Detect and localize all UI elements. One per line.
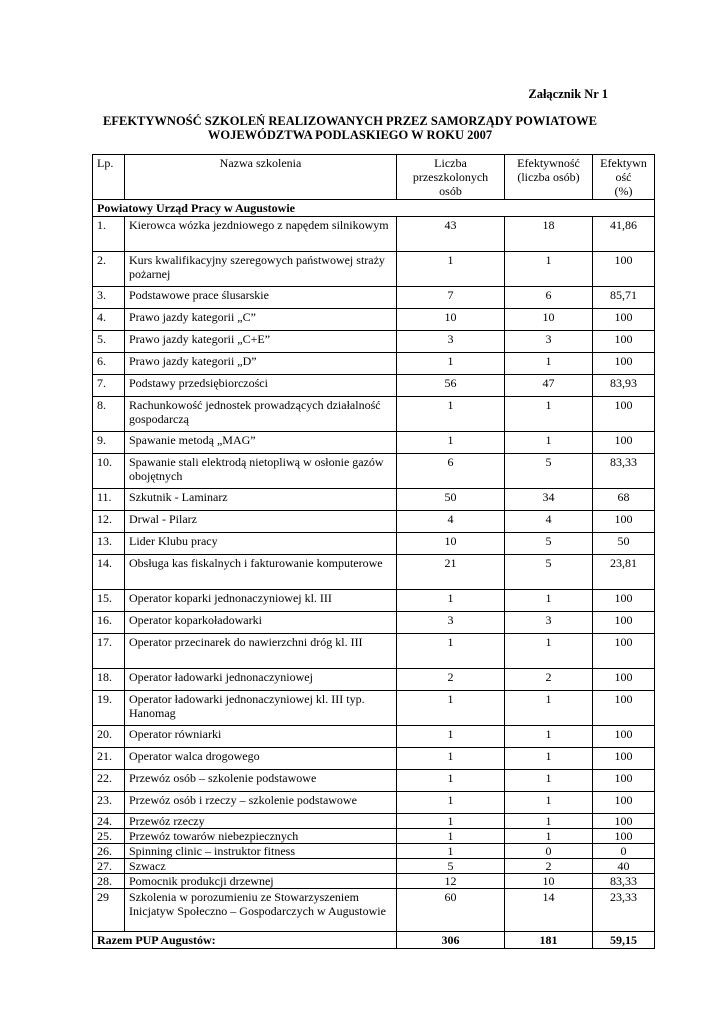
row-pct: 100 xyxy=(593,397,655,432)
row-count: 1 xyxy=(397,829,505,844)
row-name: Spinning clinic – instruktor fitness xyxy=(125,844,397,859)
row-lp: 15. xyxy=(93,590,125,612)
row-pct: 100 xyxy=(593,634,655,669)
header-efficiency-pct xyxy=(593,155,655,200)
row-count: 56 xyxy=(397,375,505,397)
row-count: 1 xyxy=(397,590,505,612)
row-count: 3 xyxy=(397,331,505,353)
row-name: Pomocnik produkcji drzewnej xyxy=(125,874,397,889)
row-lp: 20. xyxy=(93,726,125,748)
table-row xyxy=(93,489,655,511)
row-lp: 2. xyxy=(93,252,125,287)
section-title: Powiatowy Urząd Pracy w Augustowie xyxy=(93,200,655,217)
row-efficiency: 1 xyxy=(505,691,593,726)
row-name: Operator przecinarek do nawierzchni dróg kl. III xyxy=(125,634,397,669)
row-lp: 16. xyxy=(93,612,125,634)
row-count: 1 xyxy=(397,726,505,748)
row-name: Operator koparkoładowarki xyxy=(125,612,397,634)
table-row xyxy=(93,375,655,397)
row-pct: 100 xyxy=(593,726,655,748)
table-row xyxy=(93,353,655,375)
row-pct: 100 xyxy=(593,792,655,814)
row-lp: 12. xyxy=(93,511,125,533)
row-count: 1 xyxy=(397,353,505,375)
row-efficiency: 1 xyxy=(505,252,593,287)
row-name: Podstawy przedsiębiorczości xyxy=(125,375,397,397)
row-efficiency: 4 xyxy=(505,511,593,533)
row-pct: 0 xyxy=(593,844,655,859)
row-efficiency: 3 xyxy=(505,331,593,353)
table-row xyxy=(93,726,655,748)
row-lp: 1. xyxy=(93,217,125,252)
row-lp: 24. xyxy=(93,814,125,829)
row-efficiency: 1 xyxy=(505,814,593,829)
total-row xyxy=(93,932,655,949)
header-count-line: osób xyxy=(439,184,462,198)
row-lp: 17. xyxy=(93,634,125,669)
row-efficiency: 2 xyxy=(505,859,593,874)
row-name: Podstawowe prace ślusarskie xyxy=(125,287,397,309)
table-row xyxy=(93,874,655,889)
row-lp: 11. xyxy=(93,489,125,511)
row-pct: 41,86 xyxy=(593,217,655,252)
row-count: 1 xyxy=(397,397,505,432)
table-row xyxy=(93,252,655,287)
row-name: Drwal - Pilarz xyxy=(125,511,397,533)
table-row xyxy=(93,612,655,634)
row-lp: 26. xyxy=(93,844,125,859)
row-pct: 100 xyxy=(593,770,655,792)
row-lp: 18. xyxy=(93,669,125,691)
section-row xyxy=(93,200,655,217)
row-name: Przewóz rzeczy xyxy=(125,814,397,829)
header-eff-line: Efektywność xyxy=(517,156,580,170)
row-pct: 100 xyxy=(593,669,655,691)
row-efficiency: 5 xyxy=(505,454,593,489)
table-row xyxy=(93,814,655,829)
table-row xyxy=(93,533,655,555)
table-row xyxy=(93,691,655,726)
row-efficiency: 1 xyxy=(505,829,593,844)
row-name: Przewóz osób – szkolenie podstawowe xyxy=(125,770,397,792)
training-efficiency-table xyxy=(92,154,655,949)
row-pct: 83,33 xyxy=(593,874,655,889)
row-name: Prawo jazdy kategorii „C+E” xyxy=(125,331,397,353)
title-line-2: WOJEWÓDZTWA PODLASKIEGO W ROKU 2007 xyxy=(207,128,493,142)
row-lp: 23. xyxy=(93,792,125,814)
row-count: 21 xyxy=(397,555,505,590)
row-lp: 8. xyxy=(93,397,125,432)
row-count: 1 xyxy=(397,634,505,669)
row-lp: 6. xyxy=(93,353,125,375)
row-lp: 22. xyxy=(93,770,125,792)
table-row xyxy=(93,217,655,252)
row-count: 12 xyxy=(397,874,505,889)
row-name: Obsługa kas fiskalnych i fakturowanie komputerowe xyxy=(125,555,397,590)
row-name: Lider Klubu pracy xyxy=(125,533,397,555)
row-pct: 50 xyxy=(593,533,655,555)
row-name: Spawanie stali elektrodą nietopliwą w osłonie gazów obojętnych xyxy=(125,454,397,489)
table-row xyxy=(93,792,655,814)
row-efficiency: 1 xyxy=(505,792,593,814)
row-lp: 4. xyxy=(93,309,125,331)
header-eff-line: (liczba osób) xyxy=(517,170,580,184)
total-efficiency: 181 xyxy=(505,932,593,949)
row-pct: 100 xyxy=(593,612,655,634)
row-efficiency: 3 xyxy=(505,612,593,634)
table-row xyxy=(93,309,655,331)
row-pct: 100 xyxy=(593,309,655,331)
row-efficiency: 5 xyxy=(505,555,593,590)
row-pct: 68 xyxy=(593,489,655,511)
row-count: 1 xyxy=(397,432,505,454)
row-lp: 21. xyxy=(93,748,125,770)
total-pct: 59,15 xyxy=(593,932,655,949)
row-efficiency: 14 xyxy=(505,889,593,932)
table-row xyxy=(93,844,655,859)
row-pct: 100 xyxy=(593,353,655,375)
header-efficiency xyxy=(505,155,593,200)
row-pct: 83,33 xyxy=(593,454,655,489)
row-name: Kierowca wózka jezdniowego z napędem silnikowym xyxy=(125,217,397,252)
table-row xyxy=(93,454,655,489)
row-lp: 13. xyxy=(93,533,125,555)
row-name: Szkutnik - Laminarz xyxy=(125,489,397,511)
row-count: 2 xyxy=(397,669,505,691)
row-name: Operator ładowarki jednonaczyniowej xyxy=(125,669,397,691)
row-count: 1 xyxy=(397,748,505,770)
header-effp-line: Efektywn xyxy=(600,156,647,170)
table-row xyxy=(93,287,655,309)
row-pct: 100 xyxy=(593,814,655,829)
row-efficiency: 0 xyxy=(505,844,593,859)
row-efficiency: 1 xyxy=(505,634,593,669)
header-count-line: przeszkolonych xyxy=(412,170,489,184)
row-name: Rachunkowość jednostek prowadzących działalność gospodarczą xyxy=(125,397,397,432)
row-efficiency: 10 xyxy=(505,309,593,331)
row-lp: 10. xyxy=(93,454,125,489)
row-efficiency: 47 xyxy=(505,375,593,397)
row-pct: 85,71 xyxy=(593,287,655,309)
table-header-row xyxy=(93,155,655,200)
row-name: Operator koparki jednonaczyniowej kl. III xyxy=(125,590,397,612)
table-row xyxy=(93,669,655,691)
row-name: Szkolenia w porozumieniu ze Stowarzyszeniem Inicjatyw Społeczno – Gospodarczych w Augustowie xyxy=(125,889,397,932)
row-name: Prawo jazdy kategorii „C” xyxy=(125,309,397,331)
row-efficiency: 1 xyxy=(505,748,593,770)
row-efficiency: 2 xyxy=(505,669,593,691)
title-line-1: EFEKTYWNOŚĆ SZKOLEŃ REALIZOWANYCH PRZEZ SAMORZĄDY POWIATOWE xyxy=(103,114,597,128)
table-row xyxy=(93,331,655,353)
header-count-line: Liczba xyxy=(434,156,467,170)
row-name: Przewóz towarów niebezpiecznych xyxy=(125,829,397,844)
row-lp: 9. xyxy=(93,432,125,454)
row-pct: 100 xyxy=(593,748,655,770)
row-efficiency: 18 xyxy=(505,217,593,252)
header-effp-line: ość xyxy=(615,170,632,184)
row-pct: 23,81 xyxy=(593,555,655,590)
row-efficiency: 10 xyxy=(505,874,593,889)
table-row xyxy=(93,432,655,454)
row-count: 1 xyxy=(397,691,505,726)
table-row xyxy=(93,859,655,874)
row-efficiency: 1 xyxy=(505,397,593,432)
table-row xyxy=(93,511,655,533)
row-pct: 83,93 xyxy=(593,375,655,397)
row-name: Operator ładowarki jednonaczyniowej kl. III typ. Hanomag xyxy=(125,691,397,726)
row-count: 1 xyxy=(397,770,505,792)
row-lp: 29 xyxy=(93,889,125,932)
row-pct: 100 xyxy=(593,829,655,844)
row-pct: 100 xyxy=(593,432,655,454)
table-row xyxy=(93,748,655,770)
header-lp: Lp. xyxy=(93,155,125,200)
table-row xyxy=(93,590,655,612)
header-effp-line: (%) xyxy=(614,184,633,198)
row-lp: 14. xyxy=(93,555,125,590)
row-count: 1 xyxy=(397,792,505,814)
row-efficiency: 1 xyxy=(505,726,593,748)
row-efficiency: 1 xyxy=(505,770,593,792)
row-efficiency: 34 xyxy=(505,489,593,511)
row-name: Prawo jazdy kategorii „D” xyxy=(125,353,397,375)
row-count: 10 xyxy=(397,533,505,555)
row-count: 4 xyxy=(397,511,505,533)
row-lp: 7. xyxy=(93,375,125,397)
row-name: Kurs kwalifikacyjny szeregowych państwowej straży pożarnej xyxy=(125,252,397,287)
table-row xyxy=(93,555,655,590)
table-row xyxy=(93,770,655,792)
row-pct: 100 xyxy=(593,252,655,287)
row-lp: 25. xyxy=(93,829,125,844)
header-count xyxy=(397,155,505,200)
document-title xyxy=(90,114,610,142)
row-efficiency: 1 xyxy=(505,353,593,375)
row-name: Spawanie metodą „MAG” xyxy=(125,432,397,454)
row-name: Operator walca drogowego xyxy=(125,748,397,770)
row-efficiency: 5 xyxy=(505,533,593,555)
table-row xyxy=(93,634,655,669)
row-count: 1 xyxy=(397,814,505,829)
total-count: 306 xyxy=(397,932,505,949)
table-row xyxy=(93,829,655,844)
row-pct: 100 xyxy=(593,691,655,726)
row-efficiency: 1 xyxy=(505,432,593,454)
row-count: 60 xyxy=(397,889,505,932)
annex-label: Załącznik Nr 1 xyxy=(528,87,608,101)
row-count: 6 xyxy=(397,454,505,489)
row-count: 1 xyxy=(397,252,505,287)
row-count: 1 xyxy=(397,844,505,859)
table-row xyxy=(93,889,655,932)
header-name: Nazwa szkolenia xyxy=(125,155,397,200)
row-lp: 28. xyxy=(93,874,125,889)
row-pct: 100 xyxy=(593,511,655,533)
row-lp: 5. xyxy=(93,331,125,353)
row-count: 3 xyxy=(397,612,505,634)
row-pct: 100 xyxy=(593,590,655,612)
row-lp: 27. xyxy=(93,859,125,874)
row-lp: 3. xyxy=(93,287,125,309)
row-name: Szwacz xyxy=(125,859,397,874)
row-name: Operator równiarki xyxy=(125,726,397,748)
row-efficiency: 1 xyxy=(505,590,593,612)
table-row xyxy=(93,397,655,432)
row-efficiency: 6 xyxy=(505,287,593,309)
row-count: 5 xyxy=(397,859,505,874)
total-label: Razem PUP Augustów: xyxy=(93,932,397,949)
row-count: 50 xyxy=(397,489,505,511)
row-pct: 23,33 xyxy=(593,889,655,932)
row-pct: 40 xyxy=(593,859,655,874)
row-count: 10 xyxy=(397,309,505,331)
row-lp: 19. xyxy=(93,691,125,726)
row-count: 43 xyxy=(397,217,505,252)
row-pct: 100 xyxy=(593,331,655,353)
row-count: 7 xyxy=(397,287,505,309)
row-name: Przewóz osób i rzeczy – szkolenie podstawowe xyxy=(125,792,397,814)
